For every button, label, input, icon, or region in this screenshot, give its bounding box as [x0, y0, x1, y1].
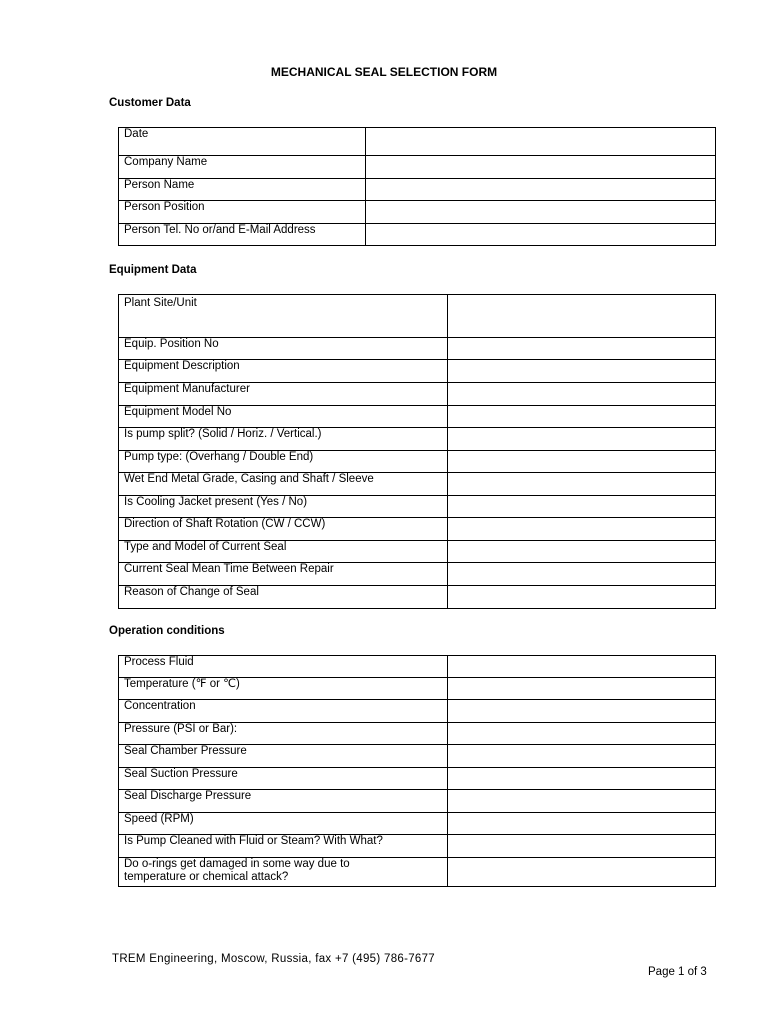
field-label-o-rings-line-2: temperature or chemical attack? [124, 871, 289, 883]
field-value-plant-site[interactable] [448, 295, 716, 338]
field-label-current-seal-type: Type and Model of Current Seal [119, 541, 448, 563]
field-label-equipment-model: Equipment Model No [119, 406, 448, 428]
page-number: Page 1 of 3 [648, 966, 707, 978]
customer-data-heading: Customer Data [109, 97, 191, 109]
field-value-person-name[interactable] [366, 179, 716, 201]
operation-conditions-heading: Operation conditions [109, 625, 225, 637]
field-value-mtbr[interactable] [448, 563, 716, 586]
field-label-company-name: Company Name [119, 156, 366, 179]
field-label-process-fluid: Process Fluid [119, 656, 448, 678]
field-value-pressure[interactable] [448, 723, 716, 745]
field-value-equip-position[interactable] [448, 338, 716, 360]
field-value-concentration[interactable] [448, 700, 716, 723]
table-row [119, 156, 716, 179]
field-value-person-position[interactable] [366, 201, 716, 224]
field-label-temperature: Temperature (℉ or ℃) [119, 678, 448, 700]
customer-data-table [118, 127, 716, 246]
field-value-equipment-description[interactable] [448, 360, 716, 383]
table-row [119, 201, 716, 224]
field-value-speed[interactable] [448, 813, 716, 835]
field-label-person-tel-email: Person Tel. No or/and E-Mail Address [119, 224, 366, 246]
table-row [119, 586, 716, 609]
field-label-equipment-description: Equipment Description [119, 360, 448, 383]
table-row [119, 678, 716, 700]
field-label-speed: Speed (RPM) [119, 813, 448, 835]
field-label-person-position: Person Position [119, 201, 366, 224]
field-value-process-fluid[interactable] [448, 656, 716, 678]
table-row [119, 224, 716, 246]
field-label-date: Date [119, 128, 366, 156]
field-value-seal-discharge-pressure[interactable] [448, 790, 716, 813]
table-row [119, 496, 716, 518]
table-row [119, 745, 716, 768]
field-label-o-rings-damage [119, 858, 448, 887]
field-label-wet-end-metal: Wet End Metal Grade, Casing and Shaft / Sleeve [119, 473, 448, 496]
table-row [119, 813, 716, 835]
form-title: MECHANICAL SEAL SELECTION FORM [270, 65, 498, 79]
field-value-wet-end-metal[interactable] [448, 473, 716, 496]
field-value-shaft-rotation[interactable] [448, 518, 716, 541]
field-label-o-rings-line-1: Do o-rings get damaged in some way due to [124, 858, 350, 870]
field-value-date[interactable] [366, 128, 716, 156]
field-value-seal-suction-pressure[interactable] [448, 768, 716, 790]
field-label-seal-suction-pressure: Seal Suction Pressure [119, 768, 448, 790]
field-label-mtbr: Current Seal Mean Time Between Repair [119, 563, 448, 586]
table-row [119, 451, 716, 473]
field-value-current-seal-type[interactable] [448, 541, 716, 563]
field-label-pump-type: Pump type: (Overhang / Double End) [119, 451, 448, 473]
field-label-equip-position: Equip. Position No [119, 338, 448, 360]
table-row [119, 700, 716, 723]
table-row [119, 383, 716, 406]
table-row [119, 835, 716, 858]
table-row [119, 563, 716, 586]
table-row [119, 338, 716, 360]
equipment-data-heading: Equipment Data [109, 264, 197, 276]
field-label-shaft-rotation: Direction of Shaft Rotation (CW / CCW) [119, 518, 448, 541]
field-label-person-name: Person Name [119, 179, 366, 201]
field-value-change-reason[interactable] [448, 586, 716, 609]
field-value-pump-cleaned[interactable] [448, 835, 716, 858]
field-value-seal-chamber-pressure[interactable] [448, 745, 716, 768]
table-row [119, 656, 716, 678]
field-value-temperature[interactable] [448, 678, 716, 700]
field-label-cooling-jacket: Is Cooling Jacket present (Yes / No) [119, 496, 448, 518]
field-label-seal-chamber-pressure: Seal Chamber Pressure [119, 745, 448, 768]
field-label-concentration: Concentration [119, 700, 448, 723]
field-label-change-reason: Reason of Change of Seal [119, 586, 448, 609]
table-row [119, 406, 716, 428]
table-row [119, 179, 716, 201]
equipment-data-table [118, 294, 716, 609]
table-row [119, 768, 716, 790]
field-label-pump-cleaned: Is Pump Cleaned with Fluid or Steam? With What? [119, 835, 448, 858]
table-row [119, 128, 716, 156]
field-value-o-rings-damage[interactable] [448, 858, 716, 887]
field-value-pump-type[interactable] [448, 451, 716, 473]
field-label-equipment-manufacturer: Equipment Manufacturer [119, 383, 448, 406]
table-row [119, 518, 716, 541]
table-row [119, 790, 716, 813]
field-value-company-name[interactable] [366, 156, 716, 179]
table-row [119, 858, 716, 887]
field-value-cooling-jacket[interactable] [448, 496, 716, 518]
field-label-pump-split: Is pump split? (Solid / Horiz. / Vertical.) [119, 428, 448, 451]
field-value-pump-split[interactable] [448, 428, 716, 451]
table-row [119, 473, 716, 496]
field-label-pressure: Pressure (PSI or Bar): [119, 723, 448, 745]
table-row [119, 295, 716, 338]
table-row [119, 428, 716, 451]
field-label-plant-site: Plant Site/Unit [119, 295, 448, 338]
table-row [119, 360, 716, 383]
table-row [119, 723, 716, 745]
operation-conditions-table [118, 655, 716, 887]
table-row [119, 541, 716, 563]
field-value-equipment-model[interactable] [448, 406, 716, 428]
field-value-equipment-manufacturer[interactable] [448, 383, 716, 406]
field-label-seal-discharge-pressure: Seal Discharge Pressure [119, 790, 448, 813]
field-value-person-tel-email[interactable] [366, 224, 716, 246]
footer-company-info: TREM Engineering, Moscow, Russia, fax +7 (495) 786-7677 [112, 953, 436, 965]
